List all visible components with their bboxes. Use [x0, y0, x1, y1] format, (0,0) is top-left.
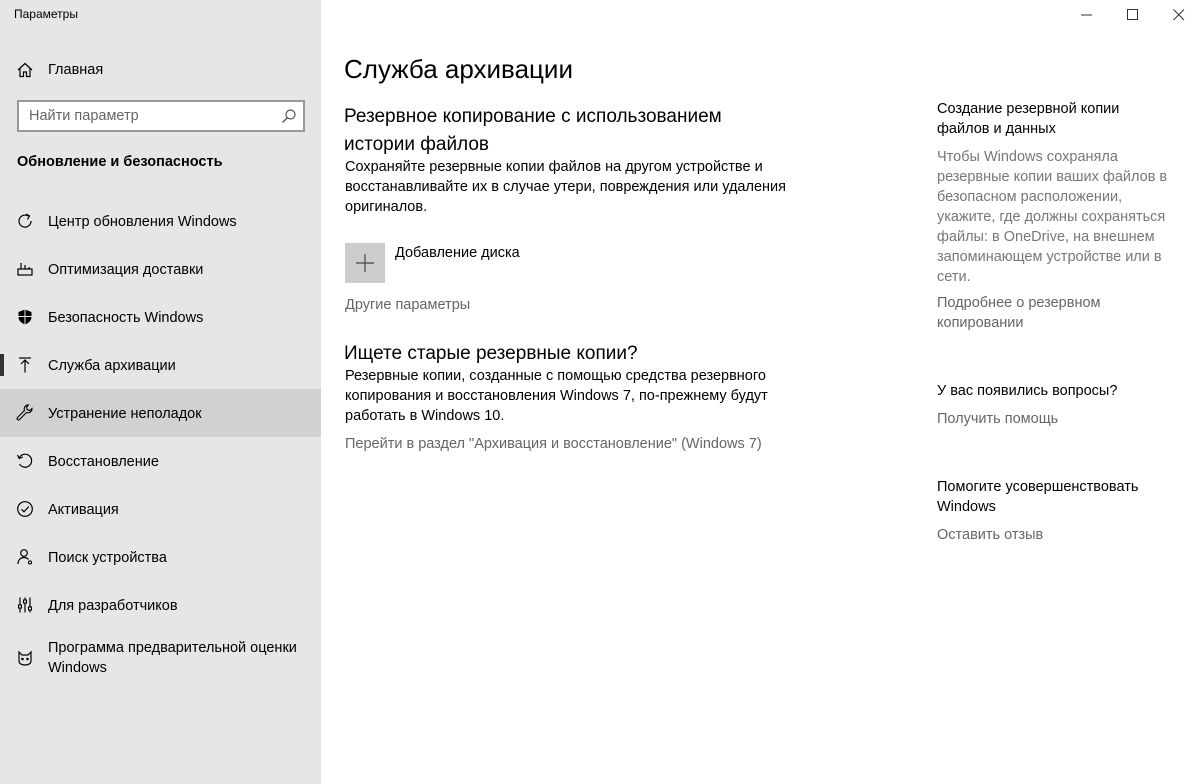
sidebar-item-label: Служба архивации [48, 358, 176, 374]
minimize-button[interactable] [1064, 0, 1110, 30]
sidebar-nav [0, 197, 321, 687]
get-help-link[interactable]: Получить помощь [937, 411, 1059, 427]
old-backups-desc-line2: копирования и восстановления Windows 7, по-прежнему будут [345, 388, 768, 404]
sidebar-item-label: Программа предварительной оценки Windows [48, 640, 297, 676]
old-backups-heading: Ищете старые резервные копии? [344, 343, 638, 364]
person-pin-icon [16, 548, 34, 566]
home-icon [17, 62, 33, 78]
file-history-desc-line3: оригиналов. [345, 199, 428, 215]
sidebar-item-troubleshoot[interactable] [0, 389, 321, 437]
more-options-link[interactable]: Другие параметры [345, 297, 471, 313]
backup-info-text-line6: запоминающем устройстве или в [937, 249, 1162, 265]
backup-info-heading-line1: Создание резервной копии [937, 101, 1120, 117]
sidebar-item-windows-security[interactable] [0, 293, 321, 341]
sidebar-item-developers[interactable] [0, 581, 321, 629]
sidebar [0, 0, 321, 784]
sidebar-item-label: Восстановление [48, 454, 159, 470]
file-history-heading-line2: истории файлов [344, 134, 490, 155]
recovery-icon [16, 452, 34, 470]
sidebar-item-label: Центр обновления Windows [48, 214, 237, 230]
sidebar-item-recovery[interactable] [0, 437, 321, 485]
sidebar-item-label: Устранение неполадок [48, 406, 202, 422]
backup-info-text-line4: укажите, где должны сохраняться [937, 209, 1166, 225]
refresh-icon [16, 212, 34, 230]
sidebar-item-label: Для разработчиков [48, 598, 178, 614]
app-title: Параметры [14, 7, 78, 21]
check-circle-icon [16, 500, 34, 518]
sidebar-item-windows-update[interactable] [0, 197, 321, 245]
page-title: Служба архивации [344, 54, 573, 84]
backup-info-text-line2: резервные копии ваших файлов в [937, 169, 1168, 185]
backup-info-text-line7: сети. [937, 269, 971, 285]
sidebar-item-label: Активация [48, 502, 119, 518]
sidebar-item-label: Оптимизация доставки [48, 262, 204, 278]
backup-restore-win7-link[interactable]: Перейти в раздел "Архивация и восстановление" (Windows 7) [345, 436, 762, 452]
home-label: Главная [48, 62, 104, 78]
insider-icon [16, 649, 34, 667]
search-icon[interactable] [281, 108, 297, 124]
add-drive-label[interactable]: Добавление диска [395, 245, 520, 261]
delivery-icon [16, 260, 34, 278]
add-drive-button[interactable] [345, 243, 385, 283]
sidebar-item-label: Поиск устройства [48, 550, 167, 566]
sidebar-item-insider[interactable] [0, 629, 321, 687]
search-input[interactable] [19, 102, 269, 130]
file-history-desc-line1: Сохраняйте резервные копии файлов на другом устройстве и [345, 159, 763, 175]
backup-info-text-line3: безопасном расположении, [937, 189, 1123, 205]
sidebar-item-activation[interactable] [0, 485, 321, 533]
close-icon [1173, 9, 1185, 21]
backup-info-heading-line2: файлов и данных [937, 121, 1056, 137]
sidebar-item-home[interactable] [0, 54, 321, 86]
selected-indicator [0, 354, 4, 376]
backup-arrow-icon [16, 356, 34, 374]
old-backups-desc-line3: работать в Windows 10. [345, 408, 505, 424]
sidebar-item-delivery-optimization[interactable] [0, 245, 321, 293]
shield-icon [16, 308, 34, 326]
sidebar-item-backup[interactable] [0, 341, 321, 389]
wrench-icon [16, 404, 34, 422]
learn-more-link-line2[interactable]: копировании [937, 315, 1024, 331]
plus-icon [356, 254, 374, 272]
old-backups-desc-line1: Резервные копии, созданные с помощью средства резервного [345, 368, 766, 384]
search-box[interactable] [17, 100, 305, 132]
file-history-desc-line2: восстанавливайте их в случае утери, повреждения или удаления [345, 179, 786, 195]
sidebar-item-label: Безопасность Windows [48, 310, 204, 326]
feedback-link[interactable]: Оставить отзыв [937, 527, 1044, 543]
close-button[interactable] [1156, 0, 1198, 30]
backup-info-text-line5: файлы: в OneDrive, на внешнем [937, 229, 1155, 245]
developer-icon [16, 596, 34, 614]
questions-heading: У вас появились вопросы? [937, 383, 1118, 399]
maximize-button[interactable] [1110, 0, 1156, 30]
maximize-icon [1127, 9, 1139, 21]
file-history-heading-line1: Резервное копирование с использованием [344, 106, 722, 127]
sidebar-item-find-device[interactable] [0, 533, 321, 581]
section-title: Обновление и безопасность [17, 154, 223, 170]
improve-heading-line1: Помогите усовершенствовать [937, 479, 1139, 495]
backup-info-text-line1: Чтобы Windows сохраняла [937, 149, 1118, 165]
improve-heading-line2: Windows [937, 499, 996, 515]
learn-more-link-line1[interactable]: Подробнее о резервном [937, 295, 1101, 311]
minimize-icon [1081, 9, 1093, 21]
